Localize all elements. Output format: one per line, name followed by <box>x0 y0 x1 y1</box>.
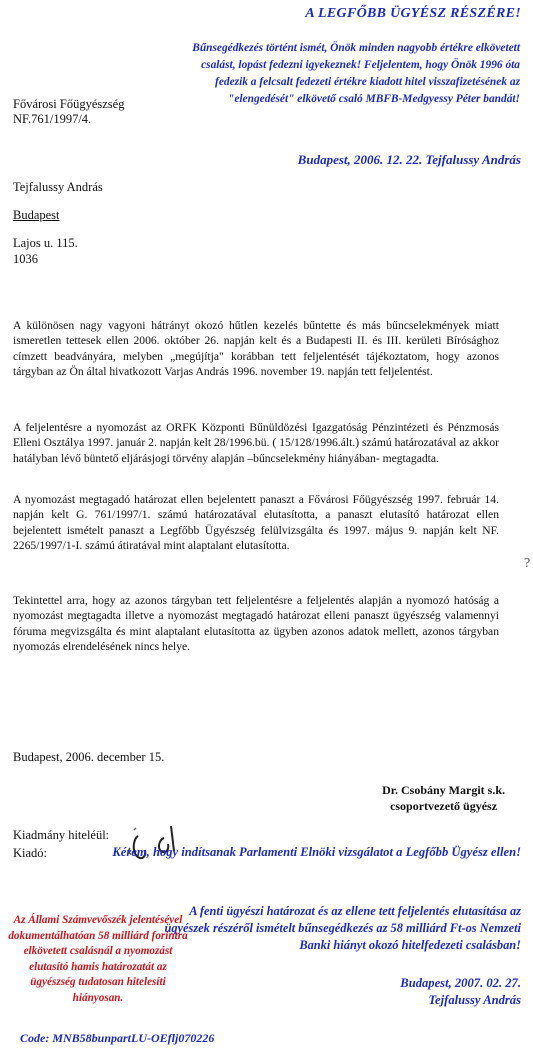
body-paragraph-2: A feljelentésre a nyomozást az ORFK Központi Bűnüldözési Igazgatóság Pénzintézeti és Pénzmosás Elleni Osztálya 1997. január 2. napján kelt 28/1996.bü. ( 15/128/1996.ált.) számú határozatával az akkor hatályban lévő büntető eljárásjogi törvény alapján –bűncselekmény hiányában- megtagadta. <box>13 421 499 465</box>
annotation-dateline <box>400 975 521 1009</box>
annotation-date: Budapest, 2007. 02. 27. <box>400 976 521 990</box>
addressee-street: Lajos u. 115. <box>13 236 78 250</box>
issuer-label: Kiadó: <box>13 846 48 860</box>
header-dateline: Budapest, 2006. 12. 22. Tejfalussy András <box>297 152 521 167</box>
attest-label: Kiadmány hiteléül: <box>13 828 110 842</box>
signer-name: Dr. Csobány Margit s.k. <box>382 783 505 797</box>
document-code: Code: MNB58bunpartLU-OEflj070226 <box>20 1031 215 1045</box>
inquiry-annotation: Kérem, hogy indítsanak Parlamenti Elnöki vizsgálatot a Legfőbb Ügyész ellen! <box>112 845 521 859</box>
signer-title: csoportvezető ügyész <box>390 799 498 813</box>
signer-block <box>382 782 505 814</box>
body-paragraph-4: Tekintettel arra, hogy az azonos tárgyban tett feljelentésre a feljelentés alapján a nyomozó hatóság a nyomozást megtagadta illetve a nyomozást megtagadó határozat elleni panaszt ügyészség valamennyi fóruma megvizsgálta és mint alaptalant elutasította az ügyben azonos adatok mellett, azonos tárgyban nyomozás elrendelésének nincs helye. <box>13 594 499 654</box>
header-title: A LEGFŐBB ÜGYÉSZ RÉSZÉRE! <box>305 6 521 21</box>
body-paragraph-3: A nyomozást megtagadó határozat ellen bejelentett panaszt a Fővárosi Főügyészség 1997. február 14. napján kelt G. 761/1997/1. számú határozatával elutasította, a panaszt elutasító határozat ellen bejelentett ismételt panaszt a Legfőbb Ügyészség felülvizsgálta és 1997. május 9. napján kelt NF. 2265/1997/1-I. számú átiratával mint alaptalant elutasította. <box>13 493 499 553</box>
rejection-annotation: A fenti ügyészi határozat és az ellene tett feljelentés elutasítása az ügyészek részéről ismételt bűnsegédkezés az 58 milliárd Ft-os Nemzeti Banki hiányt okozó hitelfedezeti csalásban! <box>164 904 521 952</box>
audit-note: Az Állami Számvevőszék jelentésével dokumentálhatóan 58 milliárd forintra elkövetett csalásnál a nyomozást elutasító hamis határozatát az ügyészség tudatosan hitelesíti hiányosan. <box>8 914 188 1004</box>
body-paragraph-1: A különösen nagy vagyoni hátrányt okozó hűtlen kezelés bűntette és más bűncselekmények miatt ismeretlen tettesek ellen 2006. október 26. napján kelt és a Budapesti II. és III. kerületi Bírósághoz címzett beadványára, melyben „megújítja" korábban tett feljelentését tájékoztatom, hogy azonos tárgyban az Ön által hivatkozott Varjas András 1996. november 19. napján tett feljelentést. <box>13 319 499 379</box>
margin-question-mark: ? <box>524 556 531 571</box>
addressee-zip: 1036 <box>13 252 38 266</box>
annotation-signature: Tejfalussy András <box>428 993 521 1007</box>
office-number: NF.761/1997/4. <box>13 112 92 126</box>
addressee-name: Tejfalussy András <box>13 180 103 194</box>
addressee-city: Budapest <box>13 208 60 222</box>
office-block <box>13 97 124 127</box>
office-name: Fővárosi Főügyészség <box>13 97 125 111</box>
closing-date: Budapest, 2006. december 15. <box>13 750 165 764</box>
header-complaint: Bűnsegédkezés történt ismét, Önök minden nagyobb értékre elkövetett csalást, lopást fedezni igyekeznek! Feljelentem, hogy Önök 1996 óta fedezik a felcsalt fedezeti értékre kiadott hitel visszafizetésének az "elengedését" elkövető csaló MBFB-Medgyessy Péter bandát! <box>192 42 520 105</box>
